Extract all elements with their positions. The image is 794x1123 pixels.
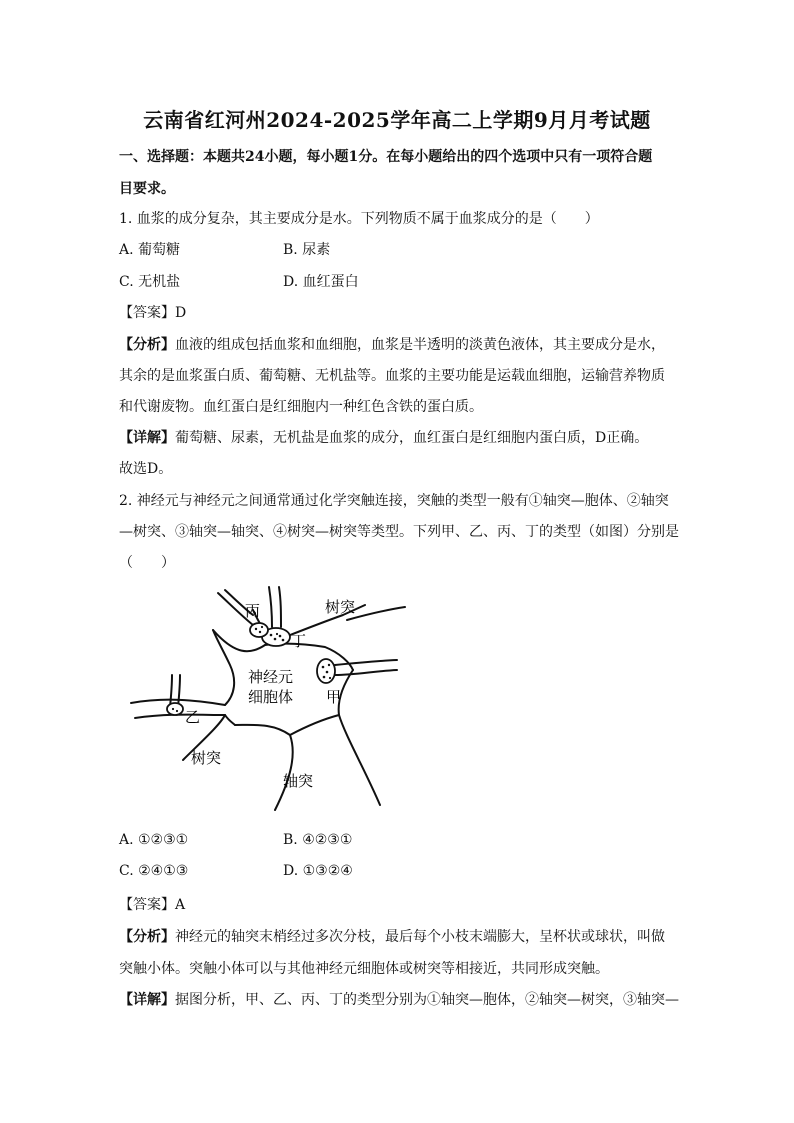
terminal-jia-bulb xyxy=(317,659,335,683)
q1-detail-line1 xyxy=(119,427,648,447)
q2-option-d: D. ①③②④ xyxy=(283,863,353,879)
label-soma-line1: 神经元 xyxy=(248,668,294,686)
terminal-yi-axon xyxy=(170,675,172,707)
q1-option-d: D. 血红蛋白 xyxy=(283,274,359,290)
q2-answer: 【答案】A xyxy=(119,897,186,913)
q2-option-c: C. ②④①③ xyxy=(119,863,189,879)
terminal-bing-axon xyxy=(269,587,272,627)
q2-stem-line3: （ ） xyxy=(119,555,175,571)
label-bing: 丙 xyxy=(245,602,261,620)
q1-option-c: C. 无机盐 xyxy=(119,274,181,290)
label-ding: 丁 xyxy=(291,632,307,650)
q2-stem-line2: —树突、③轴突—轴突、④树突—树突等类型。下列甲、乙、丙、丁的类型（如图）分别是 xyxy=(119,524,679,540)
q2-analysis-line1 xyxy=(119,926,665,946)
q1-analysis-line1 xyxy=(119,334,665,354)
section-heading-line1: 一、选择题：本题共24小题，每小题1分。在每小题给出的四个选项中只有一项符合题 xyxy=(119,149,653,165)
label-jia: 甲 xyxy=(326,688,342,706)
label-dendrite-left: 树突 xyxy=(191,749,222,767)
detail-text: 葡萄糖、尿素，无机盐是血浆的成分，血红蛋白是红细胞内蛋白质，D正确。 xyxy=(175,430,649,446)
q1-answer: 【答案】D xyxy=(119,305,187,321)
q1-option-a: A. 葡萄糖 xyxy=(119,242,181,258)
section-heading-line2: 目要求。 xyxy=(119,181,175,197)
q1-analysis-line3: 和代谢废物。血红蛋白是红细胞内一种红色含铁的蛋白质。 xyxy=(119,399,483,415)
q1-stem: 1. 血浆的成分复杂，其主要成分是水。下列物质不属于血浆成分的是（ ） xyxy=(119,211,599,227)
analysis-text: 血液的组成包括血浆和血细胞，血浆是半透明的淡黄色液体，其主要成分是水， xyxy=(175,337,665,353)
q1-option-b: B. 尿素 xyxy=(283,242,331,258)
neuron-synapse-figure xyxy=(125,585,425,820)
terminal-yi-bulb xyxy=(167,703,183,715)
label-yi: 乙 xyxy=(185,708,201,726)
detail-text: 据图分析，甲、乙、丙、丁的类型分别为①轴突—胞体，②轴突—树突，③轴突— xyxy=(175,992,679,1008)
q2-detail-line1 xyxy=(119,989,679,1009)
q1-detail-line2: 故选D。 xyxy=(119,461,173,477)
q2-option-a: A. ①②③① xyxy=(119,832,189,848)
analysis-text: 神经元的轴突末梢经过多次分枝，最后每个小枝末端膨大，呈杯状或球状，叫做 xyxy=(175,929,665,945)
q2-stem-line1: 2. 神经元与神经元之间通常通过化学突触连接，突触的类型一般有①轴突—胞体、②轴突 xyxy=(119,493,669,509)
terminal-jia-axon xyxy=(335,660,397,665)
q1-analysis-line2: 其余的是血浆蛋白质、葡萄糖、无机盐等。血浆的主要功能是运载血细胞，运输营养物质 xyxy=(119,368,665,384)
detail-tag: 【详解】 xyxy=(119,430,175,446)
analysis-tag: 【分析】 xyxy=(119,337,175,353)
detail-tag: 【详解】 xyxy=(119,992,175,1008)
page-title: 云南省红河州2024-2025学年高二上学期9月月考试题 xyxy=(143,108,651,132)
analysis-tag: 【分析】 xyxy=(119,929,175,945)
label-soma-line2: 细胞体 xyxy=(248,688,294,706)
label-axon: 轴突 xyxy=(283,772,314,790)
q2-analysis-line2: 突触小体。突触小体可以与其他神经元细胞体或树突等相接近，共同形成突触。 xyxy=(119,961,609,977)
label-dendrite-top: 树突 xyxy=(325,598,356,616)
q2-option-b: B. ④②③① xyxy=(283,832,353,848)
terminal-bing-bulb xyxy=(250,623,268,637)
